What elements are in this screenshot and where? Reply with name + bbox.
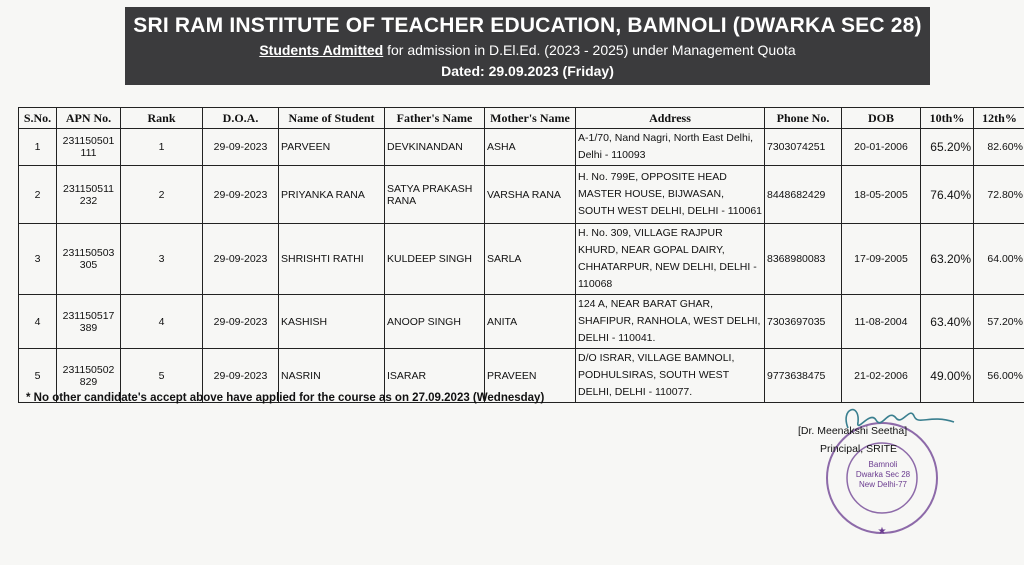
cell-father-name: ANOOP SINGH [385, 295, 485, 349]
stamp-line-1: Bamnoli [868, 460, 898, 469]
cell-12th: 82.60% [974, 129, 1024, 166]
cell-10th: 65.20% [921, 129, 974, 166]
document-subtitle [125, 42, 930, 58]
footnote: * No other candidate's accept above have applied for the course as on 27.09.2023 (Wednesday) [26, 392, 545, 404]
cell-dob: 17-09-2005 [842, 224, 921, 295]
header-dob: DOB [842, 108, 921, 129]
cell-doa: 29-09-2023 [203, 129, 279, 166]
cell-apn: 231150501 111 [57, 129, 121, 166]
svg-text:★: ★ [877, 526, 887, 537]
cell-mother-name: SARLA [485, 224, 576, 295]
cell-student-name: SHRISHTI RATHI [279, 224, 385, 295]
cell-phone: 9773638475 [765, 349, 842, 403]
stamp-center-text [848, 460, 918, 490]
cell-sno: 5 [19, 349, 57, 403]
header-sno: S.No. [19, 108, 57, 129]
cell-address: H. No. 309, VILLAGE RAJPUR KHURD, NEAR GOPAL DAIRY, CHHATARPUR, NEW DELHI, DELHI - 110068 [576, 224, 765, 295]
cell-dob: 21-02-2006 [842, 349, 921, 403]
subtitle-rest: for admission in D.El.Ed. (2023 - 2025) under Management Quota [383, 42, 796, 58]
table-row [19, 224, 1024, 295]
cell-rank: 2 [121, 166, 203, 224]
cell-dob: 18-05-2005 [842, 166, 921, 224]
table-header-row [19, 108, 1024, 129]
cell-address: 124 A, NEAR BARAT GHAR, SHAFIPUR, RANHOLA, WEST DELHI, DELHI - 110041. [576, 295, 765, 349]
cell-phone: 8448682429 [765, 166, 842, 224]
document-header [125, 7, 930, 85]
cell-12th: 56.00% [974, 349, 1024, 403]
cell-doa: 29-09-2023 [203, 349, 279, 403]
cell-12th: 57.20% [974, 295, 1024, 349]
cell-10th: 76.40% [921, 166, 974, 224]
header-mother-name: Mother's Name [485, 108, 576, 129]
cell-address: D/O ISRAR, VILLAGE BAMNOLI, PODHULSIRAS, SOUTH WEST DELHI, DELHI - 110077. [576, 349, 765, 403]
cell-10th: 63.20% [921, 224, 974, 295]
stamp-line-2: Dwarka Sec 28 [855, 470, 911, 479]
cell-mother-name: ASHA [485, 129, 576, 166]
header-10th: 10th% [921, 108, 974, 129]
cell-apn: 231150502 829 [57, 349, 121, 403]
cell-rank: 4 [121, 295, 203, 349]
cell-mother-name: ANITA [485, 295, 576, 349]
cell-doa: 29-09-2023 [203, 224, 279, 295]
cell-sno: 3 [19, 224, 57, 295]
cell-address: H. No. 799E, OPPOSITE HEAD MASTER HOUSE, BIJWASAN, SOUTH WEST DELHI, DELHI - 110061 [576, 166, 765, 224]
admission-table [18, 107, 1024, 403]
cell-mother-name: PRAVEEN [485, 349, 576, 403]
cell-phone: 7303074251 [765, 129, 842, 166]
principal-role: Principal, SRITE [820, 443, 898, 455]
header-rank: Rank [121, 108, 203, 129]
cell-sno: 2 [19, 166, 57, 224]
cell-father-name: DEVKINANDAN [385, 129, 485, 166]
cell-student-name: NASRIN [279, 349, 385, 403]
stamp-line-3: New Delhi-77 [858, 480, 908, 489]
cell-apn: 231150517 389 [57, 295, 121, 349]
cell-phone: 7303697035 [765, 295, 842, 349]
table-row [19, 129, 1024, 166]
cell-doa: 29-09-2023 [203, 295, 279, 349]
cell-sno: 1 [19, 129, 57, 166]
subtitle-underlined: Students Admitted [259, 42, 384, 58]
cell-student-name: PRIYANKA RANA [279, 166, 385, 224]
cell-student-name: PARVEEN [279, 129, 385, 166]
cell-phone: 8368980083 [765, 224, 842, 295]
cell-student-name: KASHISH [279, 295, 385, 349]
cell-10th: 49.00% [921, 349, 974, 403]
cell-father-name: KULDEEP SINGH [385, 224, 485, 295]
institute-title: SRI RAM INSTITUTE OF TEACHER EDUCATION, BAMNOLI (DWARKA SEC 28) [133, 14, 922, 37]
document-date: Dated: 29.09.2023 (Friday) [441, 63, 614, 79]
cell-12th: 72.80% [974, 166, 1024, 224]
cell-apn: 231150503 305 [57, 224, 121, 295]
table-row [19, 166, 1024, 224]
header-doa: D.O.A. [203, 108, 279, 129]
table-row [19, 295, 1024, 349]
cell-rank: 3 [121, 224, 203, 295]
cell-father-name: SATYA PRAKASH RANA [385, 166, 485, 224]
header-phone: Phone No. [765, 108, 842, 129]
header-student-name: Name of Student [279, 108, 385, 129]
cell-address: A-1/70, Nand Nagri, North East Delhi, Delhi - 110093 [576, 129, 765, 166]
signature-block [790, 400, 960, 537]
cell-dob: 20-01-2006 [842, 129, 921, 166]
cell-apn: 231150511 232 [57, 166, 121, 224]
cell-dob: 11-08-2004 [842, 295, 921, 349]
cell-rank: 5 [121, 349, 203, 403]
header-address: Address [576, 108, 765, 129]
principal-name: [Dr. Meenakshi Seetha] [798, 425, 908, 437]
header-12th: 12th% [974, 108, 1024, 129]
handwritten-signature [830, 400, 960, 445]
cell-12th: 64.00% [974, 224, 1024, 295]
cell-doa: 29-09-2023 [203, 166, 279, 224]
cell-sno: 4 [19, 295, 57, 349]
header-apn: APN No. [57, 108, 121, 129]
header-father-name: Father's Name [385, 108, 485, 129]
cell-10th: 63.40% [921, 295, 974, 349]
cell-rank: 1 [121, 129, 203, 166]
cell-father-name: ISARAR [385, 349, 485, 403]
cell-mother-name: VARSHA RANA [485, 166, 576, 224]
